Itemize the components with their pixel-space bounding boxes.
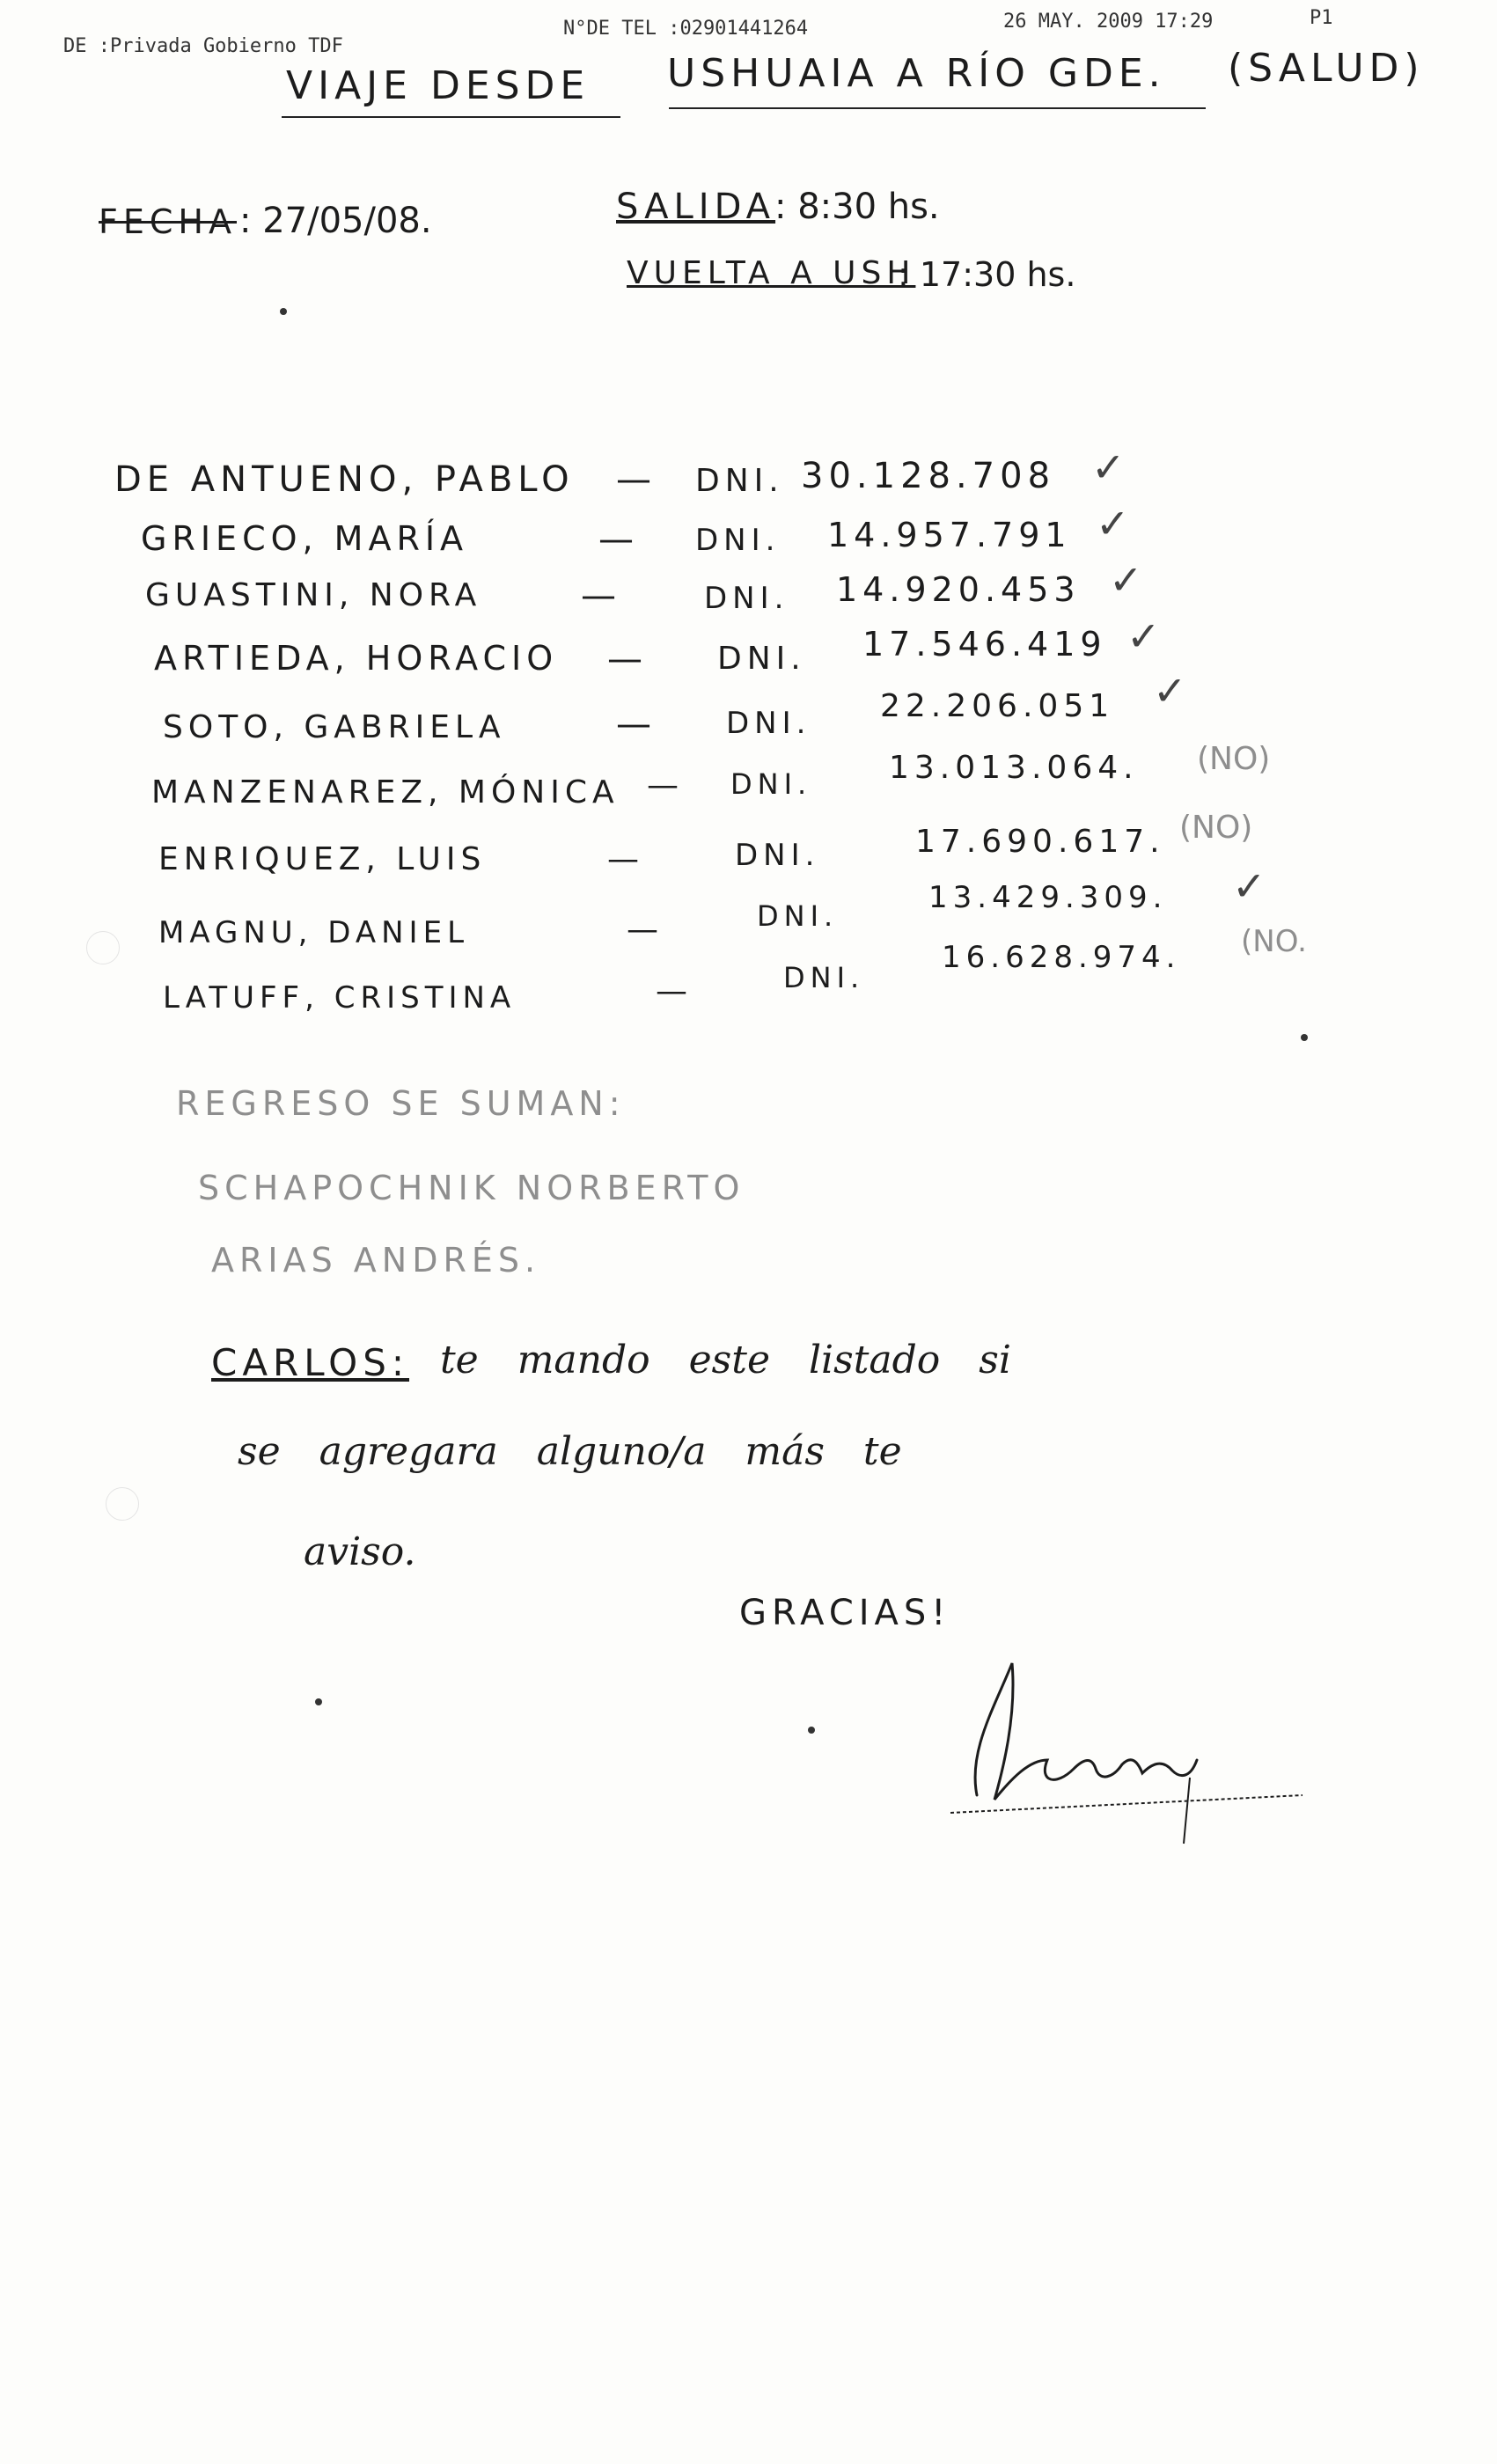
- passenger-name: GRIECO, MARÍA: [141, 519, 469, 558]
- passenger-name: MANZENAREZ, MÓNICA: [151, 774, 620, 810]
- dni-label: DNI.: [730, 767, 812, 801]
- fax-page-number: P1: [1310, 7, 1333, 29]
- dni-dash: —: [616, 459, 651, 500]
- passenger-name: MAGNU, DANIEL: [158, 915, 470, 950]
- dni-dash: —: [647, 767, 679, 803]
- note-line: se agregara alguno/a más te: [238, 1429, 902, 1474]
- no-mark: (NO): [1197, 741, 1271, 777]
- signature-mark: [942, 1646, 1311, 1857]
- fecha-label: FECHA: [99, 202, 237, 241]
- dni-dash: —: [607, 639, 642, 679]
- no-mark: (NO.: [1241, 924, 1307, 959]
- dni-label: DNI.: [695, 463, 784, 499]
- dni-label: DNI.: [704, 581, 789, 616]
- dni-label: DNI.: [783, 961, 865, 994]
- dni-number: 22.206.051: [880, 688, 1115, 724]
- fax-from: DE :Privada Gobierno TDF: [63, 35, 343, 57]
- vuelta-value: : 17:30 hs.: [898, 255, 1076, 294]
- dni-dash: —: [656, 973, 687, 1009]
- title-underline-1: [282, 116, 620, 118]
- dni-dash: —: [607, 841, 639, 877]
- dni-label: DNI.: [695, 523, 781, 558]
- salida-value: : 8:30 hs.: [774, 187, 940, 227]
- vuelta-label: VUELTA A USH: [627, 255, 916, 291]
- check-mark: ✓: [1153, 667, 1187, 715]
- dni-number: 13.429.309.: [928, 880, 1168, 915]
- note-line: te mando este listado si: [440, 1338, 1011, 1382]
- check-mark: ✓: [1091, 444, 1126, 491]
- salida-label: SALIDA: [616, 187, 776, 227]
- title-underline-2: [669, 107, 1206, 109]
- speck: [1301, 1034, 1308, 1041]
- note-salutation: CARLOS:: [211, 1341, 410, 1384]
- dni-dash: —: [598, 519, 634, 560]
- passenger-name: GUASTINI, NORA: [145, 577, 482, 613]
- passenger-name: SOTO, GABRIELA: [163, 709, 506, 745]
- check-mark: ✓: [1109, 556, 1143, 604]
- fax-datetime: 26 MAY. 2009 17:29: [1003, 11, 1214, 33]
- regreso-name: ARIAS ANDRÉS.: [211, 1241, 541, 1280]
- dni-number: 17.690.617.: [915, 824, 1165, 860]
- speck: [280, 308, 287, 315]
- fax-tel: N°DE TEL :02901441264: [563, 18, 809, 40]
- passenger-name: LATUFF, CRISTINA: [163, 980, 517, 1016]
- dni-number: 13.013.064.: [889, 750, 1139, 786]
- title-part-3: (SALUD): [1228, 46, 1425, 91]
- regreso-heading: REGRESO SE SUMAN:: [176, 1084, 626, 1123]
- dni-label: DNI.: [717, 641, 806, 677]
- no-mark: (NO): [1179, 810, 1253, 846]
- dni-label: DNI.: [735, 838, 820, 873]
- dni-number: 14.957.791: [827, 516, 1072, 554]
- title-part-1: VIAJE DESDE: [286, 63, 591, 108]
- dni-number: 16.628.974.: [942, 940, 1181, 975]
- dni-number: 30.128.708: [801, 456, 1056, 496]
- dni-dash: —: [581, 576, 616, 616]
- fecha-value: : 27/05/08.: [239, 201, 432, 241]
- dni-label: DNI.: [726, 706, 811, 741]
- note-line: aviso.: [304, 1529, 416, 1574]
- punch-hole: [86, 931, 120, 964]
- check-mark: ✓: [1232, 862, 1266, 910]
- passenger-name: ARTIEDA, HORACIO: [154, 639, 559, 678]
- punch-hole: [106, 1487, 139, 1521]
- check-mark: ✓: [1126, 612, 1161, 660]
- speck: [808, 1727, 815, 1734]
- title-part-2: USHUAIA A RÍO GDE.: [667, 51, 1166, 96]
- signature: [942, 1646, 1311, 1861]
- dni-dash: —: [616, 704, 651, 744]
- note-thanks: GRACIAS!: [739, 1593, 951, 1633]
- dni-dash: —: [627, 912, 658, 948]
- dni-number: 14.920.453: [836, 570, 1081, 609]
- dni-label: DNI.: [757, 899, 839, 933]
- passenger-name: DE ANTUENO, PABLO: [114, 459, 575, 500]
- check-mark: ✓: [1096, 500, 1130, 547]
- passenger-name: ENRIQUEZ, LUIS: [158, 841, 487, 877]
- regreso-name: SCHAPOCHNIK NORBERTO: [198, 1169, 745, 1207]
- speck: [315, 1698, 322, 1705]
- dni-number: 17.546.419: [862, 625, 1107, 664]
